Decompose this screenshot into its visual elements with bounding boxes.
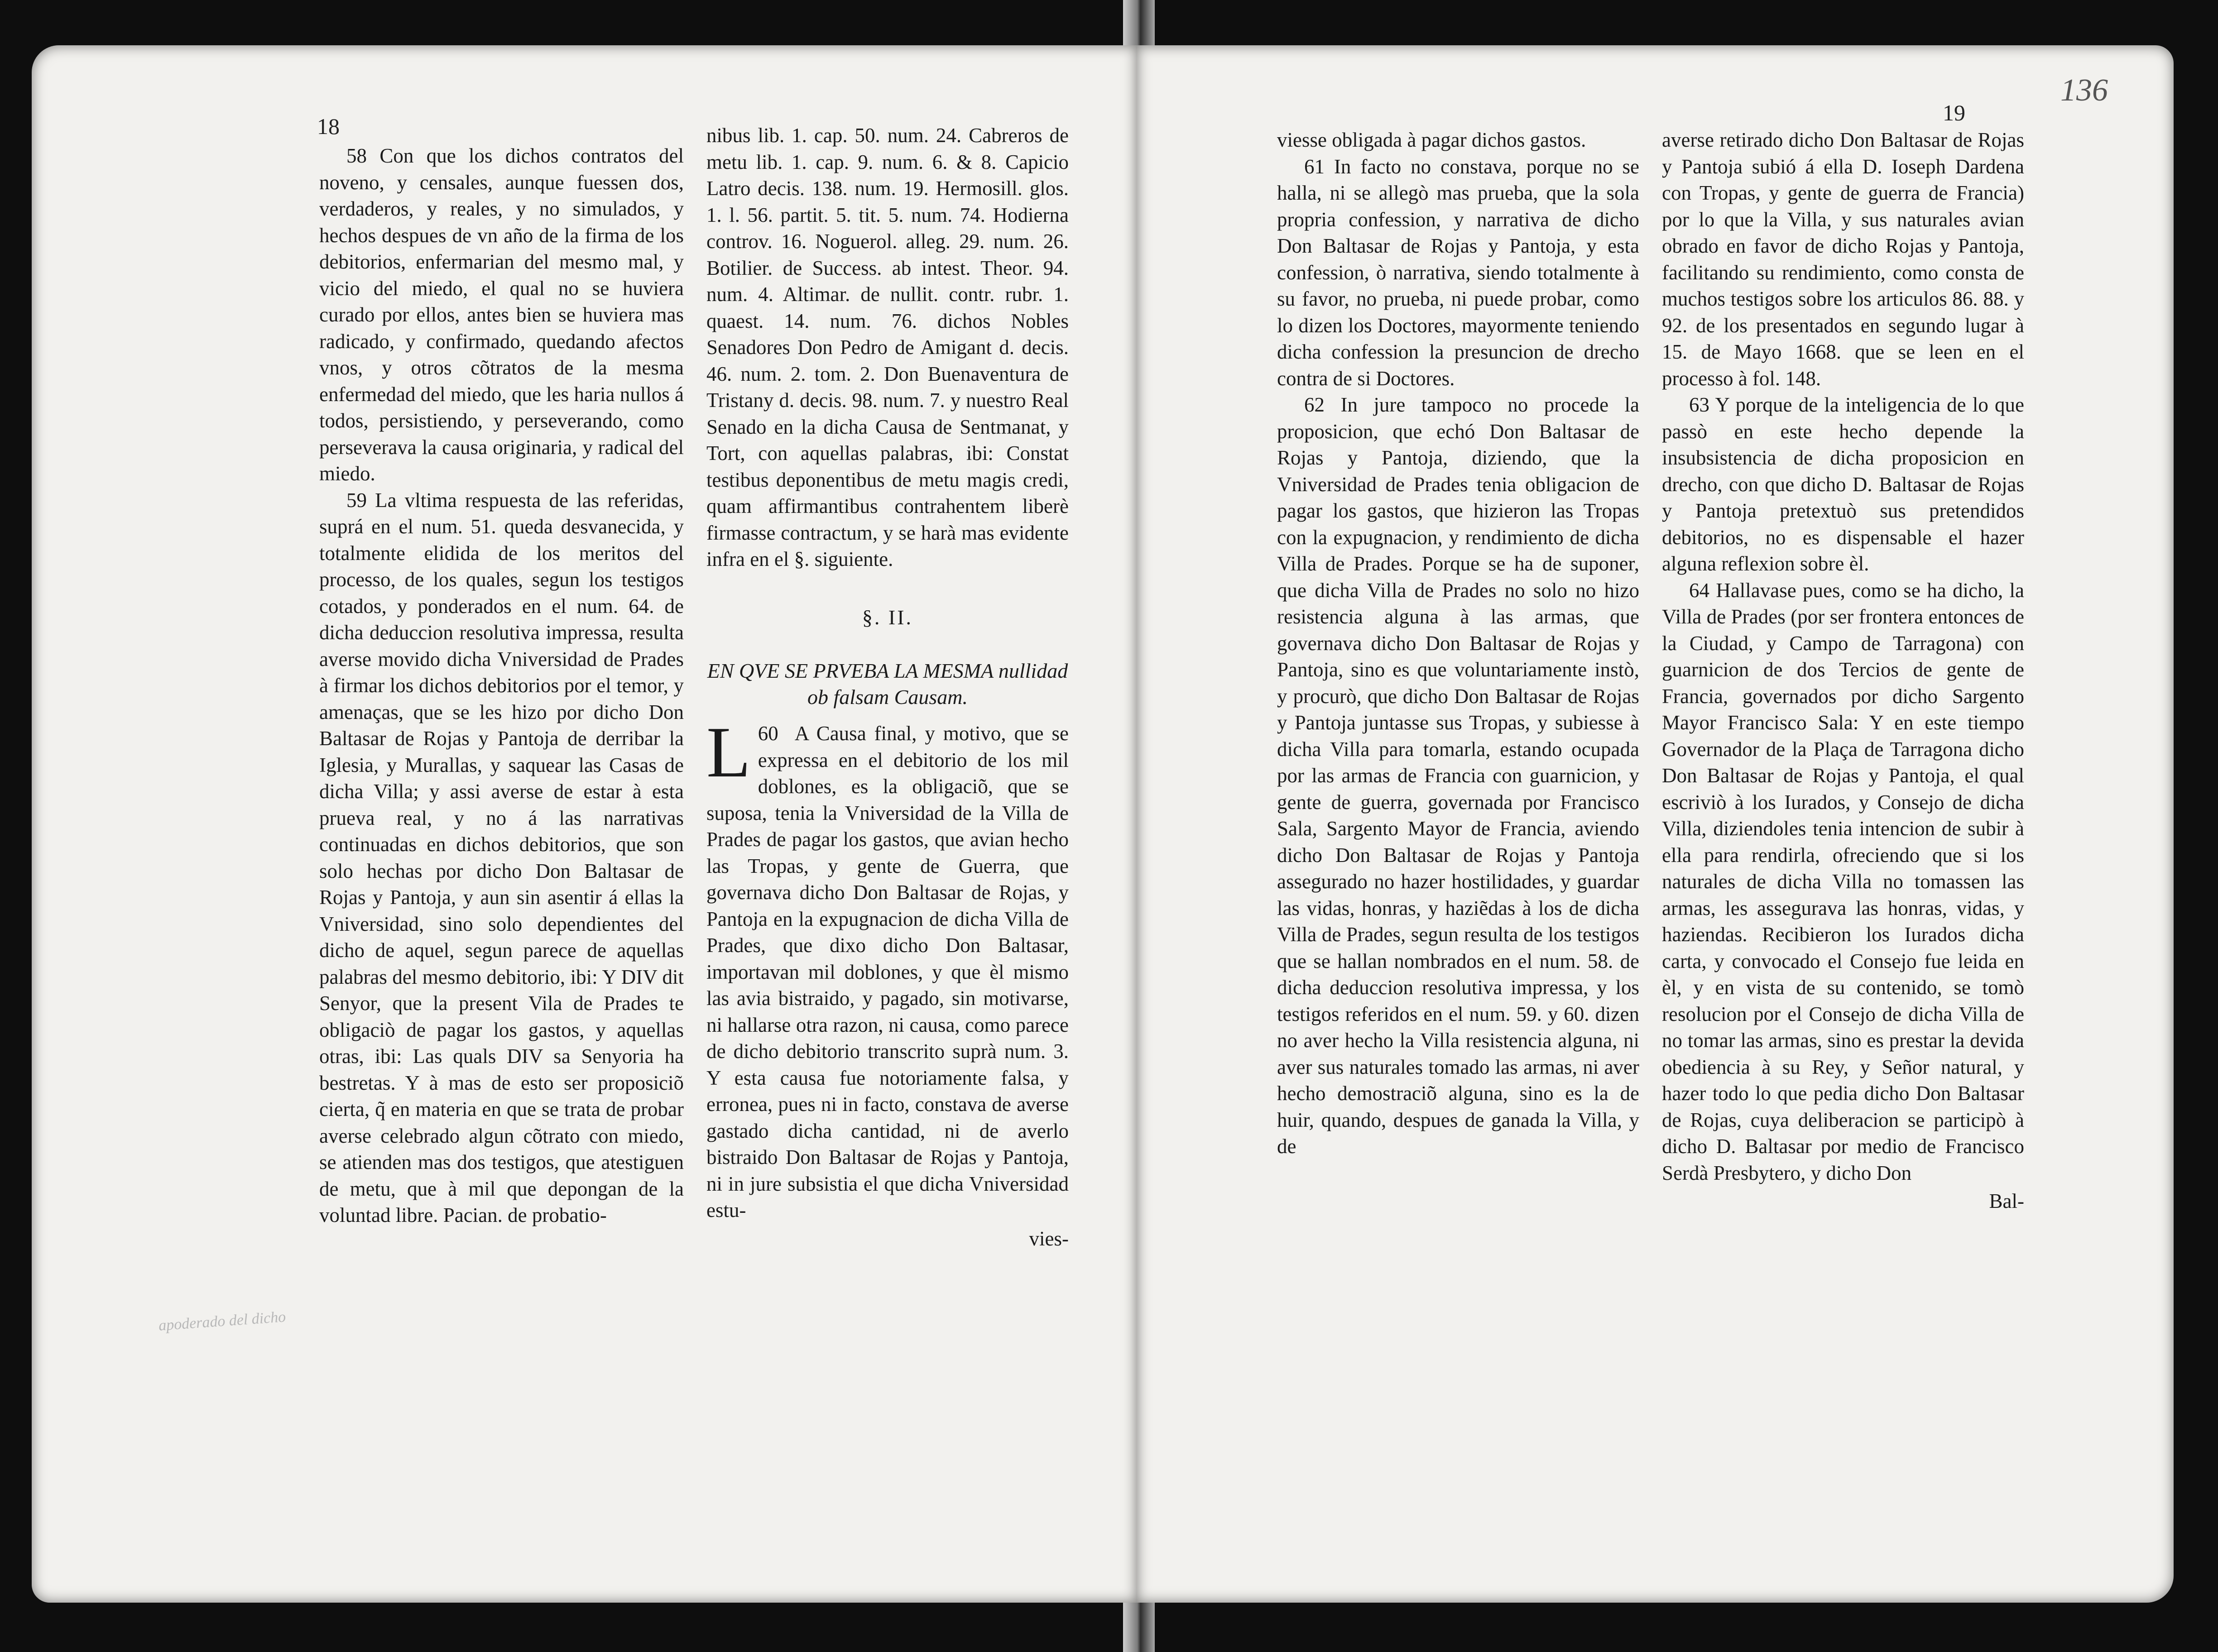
left-column-2 <box>706 122 1069 1252</box>
manuscript-page-number: 136 <box>2060 73 2108 108</box>
paragraph-60-text: A Causa final, y motivo, que se expressa en el debitorio de los mil doblones, es la obligaciõ, que se suposa, tenia la Vniversidad de la Villa de Prades de pagar los gastos, que avian hecho las Tropas, y gente de Guerra, que governava dicho Don Baltasar de Rojas, y Pantoja en la expugnacion de dicha Villa de Prades, que dixo dicho Don Baltasar, importavan mil doblones, y que èl mismo las avia bistraido, y pagado, sin motivarse, ni hallarse otra razon, ni causa, como parece de dicho debitorio transcrito suprà num. 3. Y esta causa fue notoriamente falsa, y erronea, pues ni in facto, constava de averse gastado dicha cantidad, ni de averlo bistraido Don Baltasar de Rojas y Pantoja, ni in jure subsistia el que dicha Vniversidad estu- <box>706 722 1069 1221</box>
citations-paragraph: nibus lib. 1. cap. 50. num. 24. Cabreros de metu lib. 1. cap. 9. num. 6. & 8. Capicio Latro decis. 138. num. 19. Hermosill. glos. 1. l. 56. partit. 5. tit. 5. num. 74. Hodierna controv. 16. Noguerol. alleg. 29. num. 26. Botilier. de Success. ab intest. Theor. 94. num. 4. Altimar. de nullit. contr. rubr. 1. quaest. 14. num. 76. dichos Nobles Senadores Don Pedro de Amigant d. decis. 46. num. 2. tom. 2. Don Buenaventura de Tristany d. decis. 98. num. 7. y nuestro Real Senado en la dicha Causa de Sentmanat, y Tort, con aquellas palabras, ibi: Constat testibus deponentibus de metu magis credi, quam affirmantibus contrahentem liberè firmasse contractum, y se harà mas evidente infra en el §. siguiente. <box>706 124 1069 570</box>
paragraph-61-62: 61 In facto no constava, porque no se halla, ni se allegò mas prueba, que la sola propria confession, y narrativa de dicho Don Baltasar de Rojas y Pantoja, y esta confession, ò narrativa, siendo totalmente à su favor, no prueba, ni puede probar, como lo dizen los Doctores, mayormente teniendo dicha confession la presuncion de drecho contra de si Doctores. <box>1277 155 1639 390</box>
paragraph-62: 62 In jure tampoco no procede la proposicion, que echó Don Baltasar de Rojas y Pantoja, diziendo, que la Vniversidad de Prades tenia obligacion de pagar los gastos, que hizieron las Tropas con la expugnacion, y rendimiento de dicha Villa de Prades. Porque se ha de suponer, que dicha Villa de Prades no solo no hizo resistencia alguna à las armas, que governava dicho Don Baltasar de Rojas y Pantoja, sino es que voluntariamente instò, y procurò, que dicho Don Baltasar de Rojas y Pantoja juntasse sus Tropas, y subiesse à dicha Villa para tomarla, estando ocupada por las armas de Francia con guarnicion, y gente de guerra, governada por Francisco Sala, Sargento Mayor de Francia, aviendo dicho Don Baltasar de Rojas y Pantoja assegurado no hazer hostilidades, y guardar las vidas, honras, y haziẽdas à los de dicha Villa de Prades, segun resulta de los testigos que se hallan nombrados en el num. 58. de dicha deduccion resolutiva impressa, y los testigos referidos en el num. 59. y 60. dizen no aver hecho la Villa resistencia alguna, ni aver sus naturales tomado las armas, ni aver hecho demostraciõ alguna, sino es la de huir, quando, despues de ganada la Villa, y de <box>1277 393 1639 1158</box>
catchword: Bal- <box>1989 1190 2024 1212</box>
left-page <box>32 45 1137 1603</box>
paragraph-59: 59 La vltima respuesta de las referidas, suprá en el num. 51. queda desvanecida, y totalmente elidida de los meritos del processo, de los quales, segun los testigos cotados, y ponderados en el num. 64. de dicha deduccion resolutiva impressa, resulta averse movido dicha Vniversidad de Prades à firmar los dichos debitorios por el temor, y amenaças, que se les hizo por dicho Don Baltasar de Rojas y Pantoja de derribar la Iglesia, y Murallas, y saquear las Casas de dicha Villa; y assi averse de estar à esta prueva real, y no á las narrativas continuadas en dichos debitorios, que son solo hechas por dicho Don Baltasar de Rojas y Pantoja, y aun sin asentir á ellas la Vniversidad, sino solo dependientes del dicho de aquel, segun parece de aquellas palabras del mesmo debitorio, ibi: Y DIV dit Senyor, que la present Vila de Prades te obligaciò de pagar los gastos, y aquellas otras, ibi: Las quals DIV sa Senyoria ha bestretas. Y à mas de esto ser proposiciõ cierta, q̃ en materia en que se trata de probar averse celebrado algun cõtrato con miedo, se atienden mas dos testigos, que atestiguen de metu, que à mil que depongan de la voluntad libre. Pacian. de probatio- <box>319 488 684 1226</box>
paragraph-63: 63 Y porque de la inteligencia de lo que passò en este hecho depende la insubsistencia de dicha proposicion en drecho, con que dicho D. Baltasar de Rojas y Pantoja pretextuò sus pretendidos debitorios, no es dispensable el hazer alguna reflexion sobre èl. <box>1662 393 2024 575</box>
folio-number: 18 <box>317 114 340 139</box>
paragraph-60 <box>706 712 1069 1224</box>
right-page <box>1137 45 2174 1603</box>
right-column-1 <box>1277 127 1639 1160</box>
paragraph-64: 64 Hallavase pues, como se ha dicho, la Villa de Prades (por ser frontera entonces de la Ciudad, y Campo de Tarragona) con guarnicion de dos Tercios de gente de Francia, governados por dicho Sargento Mayor Francisco Sala: Y en este tiempo Governador de la Plaça de Tarragona dicho Don Baltasar de Rojas y Pantoja, el qual escriviò à los Iurados, y Consejo de dicha Villa, diziendoles tenia intencion de subir à ella para rendirla, ofreciendo que si los naturales de dicha Villa no tomassen las armas, les assegurava las honras, vidas, y haziendas. Recibieron los Iurados dicha carta, y convocado el Consejo fue leida en èl, y en vista de su contenido, se tomò resolucion por el Consejo de dicha Villa de no tomar las armas, sino es prestar la devida obediencia à su Rey, y Señor natural, y hazer todo lo que pedia dicho Don Baltasar de Rojas, cuya deliberacion se participò à dicho D. Baltasar por medio de Francisco Serdà Presbytero, y dicho Don <box>1662 579 2024 1184</box>
faded-marginalia: apoderado del dicho <box>158 1308 287 1334</box>
left-column-1 <box>319 143 684 1229</box>
folio-number: 19 <box>1943 100 1965 125</box>
drop-cap: L <box>706 712 751 792</box>
catchword: vies- <box>1029 1227 1069 1250</box>
paragraph-continuation: viesse obligada à pagar dichos gastos. <box>1277 129 1586 151</box>
right-column-2 <box>1662 127 2024 1215</box>
section-title: §. II. <box>862 605 913 629</box>
paragraph-number: 60 <box>758 722 778 745</box>
paragraph-continuation: averse retirado dicho Don Baltasar de Rojas y Pantoja subió á ella D. Ioseph Dardena con Tropas, y gente de guerra de Francia) por lo que la Villa, y sus naturales avian obrado en favor de dicho Rojas y Pantoja, facilitando su rendimiento, como consta de muchos testigos sobre los articulos 86. 88. y 92. de los presentados en segundo lugar à 15. de Mayo 1668. que se leen en el processo à fol. 148. <box>1662 129 2024 390</box>
paragraph-58: 58 Con que los dichos contratos del noveno, y censales, aunque fuessen dos, verdaderos, y reales, y no simulados, y hechos despues de vn año de la firma de los debitorios, enfermarian del mesmo mal, y vicio del miedo, el qual no se huviera curado por ellos, antes bien se huviera mas radicado, y confirmado, quedando afectos vnos, y otros cõtratos de la mesma enfermedad del miedo, que les haria nullos á todos, persistiendo, y perseverando, como perseverava la causa originaria, y radical del miedo. <box>319 144 684 485</box>
section-heading: EN QVE SE PRVEBA LA MESMA nullidad ob falsam Causam. <box>707 659 1068 709</box>
